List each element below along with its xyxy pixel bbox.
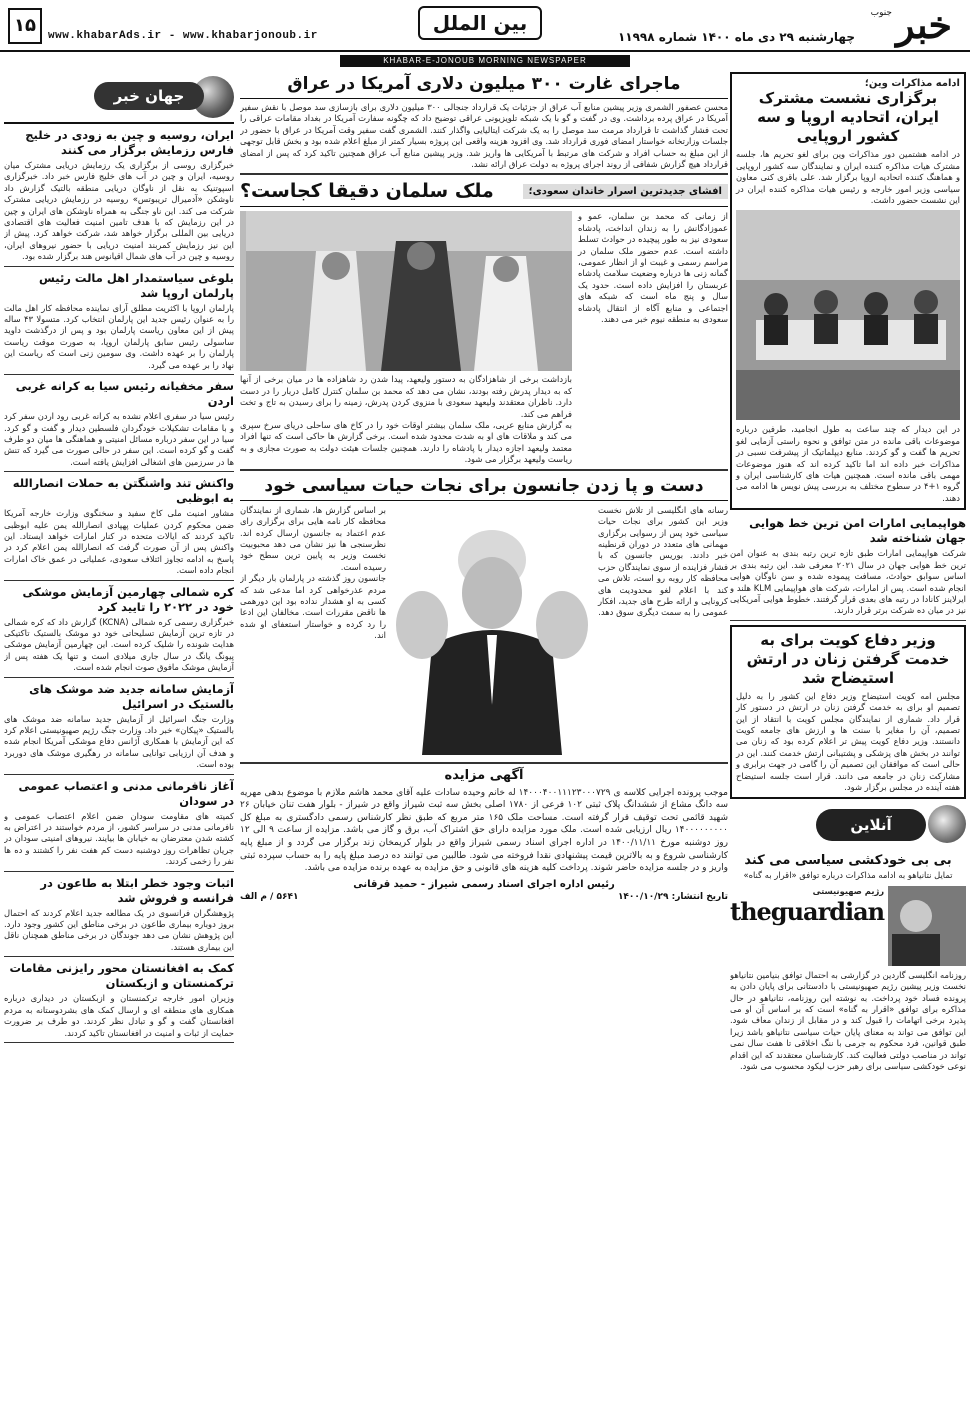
divider xyxy=(4,580,234,581)
story-body-continued: بر اساس گزارش ها، شماری از نمایندگان محافظه کار نامه هایی برای برگزاری رای عدم اعتماد به جانسون ارسال کرده اند. نظرسنجی ها نیز نشان می دهد محبوبیت نخست وزیر به پایین ترین سطح خود رسیده است. xyxy=(240,504,386,572)
emirates-story xyxy=(730,516,966,616)
online-story xyxy=(730,853,966,1072)
johnson-col-1 xyxy=(598,505,728,759)
news-item-body: خبرگزاری روسی از برگزاری یک رزمایش دریایی مشترک میان روسیه، ایران و چین در آب های خلیج فارس خبر داد. خبرگزاری اسپوتنیک به نقل از ناوگان دریایی منطقه بالتیک گزارش داد ناوشکن «آدمیرال تریبوتس» روسیه در رزمایش دریایی مشترک شرکت می کند. این ناو جنگی به همراه ناوشکن های ایران و چین در این رزمایش که با هدف تامین امنیت فعالیت های اقتصادی دریایی بین المللی برگزار خواهد شد، شرکت خواهد کرد. پیش از این نیز رزمایش کمربند امنیت دریایی با حضور نیروهای ایران، روسیه و چین در آب های شمال اقیانوس هند برگزار شده بود. xyxy=(4,160,234,262)
section-title: بین الملل xyxy=(418,6,542,40)
ad-code: ۵۶۴۱ / م الف xyxy=(240,891,299,902)
news-item-body: مشاور امنیت ملی کاخ سفید و سخنگوی وزارت خارجه آمریکا ضمن محکوم کردن عملیات پهپادی انصارالله یمن علیه ابوظبی تاکید کردند که ایالات متحده در کنار امارات خواهد ایستاد. این واکنش پس از آن صورت گرفت که انصارالله یمن اعلام کرد در پاسخ به ادامه تجاوز ائتلاف سعودی، عملیاتی در عمق خاک امارات انجام داده است. xyxy=(4,508,234,576)
ad-body: موجب پرونده اجرایی کلاسه ی ۱۴۰۰۰۴۰۰۱۱۱۲۳۰۰۰۷۲۹ له خانم وحیده سادات علیه آقای محمد هاشم ملازم با موضوع بدهی مهریه سه دانگ مشاع از ششدانگ پلاک ثبتی ۱۰۲ فرعی از ۱۷۸۰ اصلی بخش سه ثبت شیراز واقع در شیراز - بلوار هفت تنان خیابان ۲۶ شهید قائمی تحت توقیف قرار گرفته است. مساحت ملک ۱۶۵ متر مربع که طبق نظر کارشناس رسمی دادگستری به مبلغ کل ۱۴۰۰۰۰۰۰۰۰۰ ریال ارزیابی شده است. ملک مورد مزایده دارای حق اشتراک آب، برق و گاز می باشد. مزایده از ساعت ۹ الی ۱۲ روز دوشنبه مورخ ۱۴۰۰/۱۱/۱۱ در اداره اجرای اسناد رسمی شیراز واقع در بلوار کریمخان زند برگزار می گردد و از مبلغ پایه کارشناسی شروع و به بالاترین قیمت پیشنهادی نقدا فروخته می شود. طالبین می توانند ده درصد مبلغ پایه را به حساب سپرده ثبتی واریز و در جلسه مزایده حاضر شوند. پرداخت کلیه هزینه های قانونی و حق مزایده به عهده برنده مزایده می باشد. xyxy=(240,787,728,874)
divider xyxy=(4,266,234,267)
story-kicker: ادامه مذاکرات وین؛ xyxy=(864,78,960,89)
netanyahu-photo xyxy=(888,886,966,966)
saudi-royals-photo xyxy=(240,211,572,371)
english-name: KHABAR-E-JONOUB MORNING NEWSPAPER xyxy=(340,55,630,67)
world-news-header xyxy=(4,72,234,124)
online-header xyxy=(730,805,966,849)
top-story xyxy=(240,72,728,170)
center-column xyxy=(240,72,728,1418)
divider xyxy=(4,774,234,775)
left-column xyxy=(4,72,234,1418)
news-item-body: وزارت جنگ اسرائیل از آزمایش جدید سامانه ضد موشک های بالستیک «پیکان» خبر داد. وزارت جنگ رژیم صهیونیستی اعلام کرد که این آزمایش با همکاری آژانس دفاع موشکی آمریکا انجام شده و هدف آن ارزیابی توانایی سامانه در رهگیری موشک های دوربرد بوده است. xyxy=(4,713,234,770)
story-headline: برگزاری نشست مشترک ایران، اتحادیه اروپا و سه کشور اروپایی xyxy=(757,89,939,146)
news-item-body: کمیته های مقاومت سودان ضمن اعلام اعتصاب عمومی و نافرمانی مدنی در سراسر کشور، از مردم خواستند در اعتراض به کشته شدن معترضان به خیابان ها بیایند. نیروهای امنیتی سودان در جریان تظاهرات روز دوشنبه دست کم هفت نفر را کشتند و ده ها نفر را زخمی کردند. xyxy=(4,810,234,867)
world-news-list xyxy=(4,128,234,1043)
johnson-col-3 xyxy=(240,505,386,759)
story-body: شرکت هواپیمایی امارات طبق تازه ترین رتبه بندی به عنوان امن ترین خط هوایی جهان در سال ۲۰۲۱ معرفی شد. این رتبه بندی بر اساس سوابق حوادث، مسافت پیموده شده و سن ناوگان هوایی انجام شده است. پس از امارات، شرکت های هواپیمایی KLM هلند و ایرلاینز کانادا در رتبه های بعدی قرار گرفتند. خطوط هوایی آمریکایی نیز در میان ده شرکت برتر قرار دارند. xyxy=(730,548,966,616)
ad-date: تاریخ انتشار: ۱۴۰۰/۱۰/۲۹ xyxy=(617,891,728,902)
site-urls[interactable]: www.khabarAds.ir - www.khabarjonoub.ir xyxy=(48,30,318,42)
news-item-body: پارلمان اروپا با اکثریت مطلق آرای نماینده محافظه کار اهل مالت را به عنوان رئیس جدید این پارلمان انتخاب کرد. متسولا ۴۳ ساله پیش از این معاون ریاست پارلمان بود و پس از درگذشت داوید ساسولی رئیس سابق پارلمان اروپا، به صورت موقت ریاست پارلمان را بر عهده داشت. وی سومین زنی است که ریاست این نهاد را بر عهده می گیرد. xyxy=(4,302,234,370)
news-item-body: وزیران امور خارجه ترکمنستان و ازبکستان در دیداری درباره همکاری های منطقه ای و ارسال کمک های بشردوستانه به مردم افغانستان گفت و گو و تبادل نظر کردند. دو طرف بر ضرورت حمایت از ثبات و امنیت در افغانستان تاکید کردند. xyxy=(4,993,234,1038)
johnson-body xyxy=(240,505,728,759)
masthead xyxy=(0,0,970,52)
right-column xyxy=(730,72,966,1418)
ad-footer xyxy=(240,892,728,902)
story-headline: ملک سلمان دقیقا کجاست؟ xyxy=(240,180,494,203)
saudi-body xyxy=(240,211,728,465)
meeting-photo-illustration xyxy=(736,210,960,420)
divider xyxy=(240,469,728,471)
logo-text: خبر xyxy=(896,2,952,47)
news-item-headline[interactable]: بلوغی سیاستمدار اهل مالت رئیس پارلمان اروپا شد xyxy=(39,270,234,300)
ad-signature: رئیس اداره اجرای اسناد رسمی شیراز - حمید قرقانی xyxy=(353,878,615,890)
johnson-story xyxy=(240,474,728,759)
story-body-extra: به گزارش منابع عربی، ملک سلمان بیشتر اوقات خود را در کاخ های ساحلی دریای سرخ سپری می کند و ملاقات های او به شدت محدود شده است. برخی گزارش ها حاکی است که تنها افراد معتمد ولیعهد اجازه دیدار با پادشاه را دارند. همچنین جلسات هیئت دولت به صورت مجازی و به ریاست ولیعهد برگزار می شود. xyxy=(240,420,572,465)
news-item xyxy=(4,961,234,1043)
saudi-header xyxy=(240,178,728,207)
news-item xyxy=(4,876,234,958)
issue-date: چهارشنبه ۲۹ دی ماه ۱۴۰۰ شماره ۱۱۹۹۸ xyxy=(617,30,855,44)
johnson-photo-col xyxy=(392,505,592,759)
story-body: از زمانی که محمد بن سلمان، عمو و عموزادگانش را به زندان انداخت، پادشاه سعودی نیز به طور پیچیده در حوادث تسلط داشته است. عدم حضور ملک سلمان در مراسم رسمی و غیبت او از انظار عمومی، گمانه زنی ها درباره وضعیت سلامت پادشاه عربستان را افزایش داده است. حدود یک سال و پنج ماه است که شبکه های اجتماعی و منابع آگاه از انتقال پادشاه سعودی به منطقه نیوم خبر می دهند. xyxy=(578,211,728,325)
section-label: جهان خبر xyxy=(94,82,204,110)
story-body: در ادامه هشتمین دور مذاکرات وین برای لغو تحریم ها، جلسه مشترک هیات مذاکره کننده ایران و نمایندگان سه کشور اروپایی و هماهنگ کننده اتحادیه اروپا برگزار شد. علی باقری کنی معاون سیاسی وزیر امور خارجه و رئیس هیات مذاکره کننده ایران در این نشست حضور داشت. xyxy=(736,149,960,206)
news-item-body: خبرگزاری رسمی کره شمالی (KCNA) گزارش داد که کره شمالی در تازه ترین آزمایش تسلیحاتی خود دو موشک بالستیک تاکتیکی هدایت شونده را شلیک کرده است. این چهارمین آزمایش موشکی پیونگ یانگ در سال جاری میلادی است و تنها یک هفته پس از آزمایش موشک مافوق صوت انجام شده است. xyxy=(4,616,234,673)
divider xyxy=(4,471,234,472)
page-number: ۱۵ xyxy=(8,8,42,44)
story-tag: افشای جدیدترین اسرار خاندان سعودی؛ xyxy=(523,184,728,199)
story-headline: بی بی خودکشی سیاسی می کند xyxy=(744,853,952,869)
meeting-photo xyxy=(736,210,960,420)
news-item xyxy=(4,128,234,267)
saudi-col-1 xyxy=(578,211,728,465)
news-item xyxy=(4,379,234,472)
news-item xyxy=(4,476,234,580)
negotiation-story xyxy=(730,72,966,510)
story-body-continued: بازداشت برخی از شاهزادگان به دستور ولیعهد، پیدا شدن رد شاهزاده ها در میان برخی از آنها که به دیدار پدرش رفته بودند، نشان می دهد که محمد بن سلمان کنترل کامل دربار را در دست دارد. ناظران معتقدند ولیعهد سعودی با منزوی کردن پدرش، زمینه را برای رسیدن به تاج و تخت فراهم می کند. xyxy=(240,374,572,419)
news-item-body: پژوهشگران فرانسوی در یک مطالعه جدید اعلام کردند که احتمال بروز دوباره بیماری طاعون در برخی مناطق این کشور وجود دارد. این پژوهش نشان می دهد جوندگان در برخی مناطق همچنان ناقل این بیماری هستند. xyxy=(4,907,234,952)
news-item-headline[interactable]: اثبات وجود خطر ابتلا به طاعون در فرانسه و فروش شد xyxy=(40,875,234,905)
online-label: آنلاین xyxy=(816,809,926,841)
story-body-continued: در این دیدار که چند ساعت به طول انجامید، طرفین درباره موضوعات باقی مانده در متن توافق و نحوه راستی آزمایی لغو تحریم ها گفت و گو کردند. منابع دیپلماتیک از پیشرفت نسبی در مذاکرات خبر داده اند اما تاکید کرده اند که هنوز موضوعات مهمی باقی مانده است. همچنین هیات های کارشناسی ایران و گروه ۱+۴ در سطوح مختلف به بررسی پیش نویس ها ادامه می دهند. xyxy=(736,424,960,503)
divider xyxy=(730,620,966,621)
story-deck: تمایل نتانیاهو به ادامه مذاکرات درباره توافق «اقرار به گناه» xyxy=(743,870,953,881)
news-item xyxy=(4,585,234,678)
story-body: محسن عصفور الشمری وزیر پیشین منابع آب عراق از جزئیات یک قرارداد جنجالی ۳۰۰ میلیون دلاری برای بازسازی سد موصل با نقش سفیر آمریکا در عراق پرده برداشت. وی در گفت و گو با یک شبکه تلویزیونی عراقی توضیح داد که چگونه سفارت آمریکا در بغداد مقامات عراقی را تحت فشار گذاشت تا قرارداد مرمت سد موصل را به یک شرکت ایتالیایی واگذار کنند. الشمری گفت سفیر وقت آمریکا در عراق با حضور در جلسات وزارتخانه خواستار امضای فوری قرارداد شد. وی افزود هزینه واقعی این پروژه بسیار کمتر از مبلغ اعلام شده بود و بخش قابل توجهی از این مبلغ به حساب افراد و شرکت های مرتبط با آمریکایی ها واریز شد. وزیر پیشین منابع آب عراق همچنین تاکید کرد که پس از امضای قرارداد هیچ گزارش شفافی از روند اجرای پروژه به دولت عراق ارائه نشد. xyxy=(240,102,728,170)
johnson-photo xyxy=(392,505,592,755)
news-item xyxy=(4,779,234,872)
story-body: روزنامه انگلیسی گاردین در گزارشی به احتمال توافق بنیامین نتانیاهو نخست وزیر پیشین رژیم صهیونیستی با دادستانی برای پایان دادن به پرونده فساد خود پرداخت. به نوشته این روزنامه، نتانیاهو در حال مذاکره برای توافق «اقرار به گناه» است که بر اساس آن او می پذیرد برخی اتهامات را قبول کند و در مقابل از زندان معاف شود. این توافق می تواند به معنای پایان حیات سیاسی نتانیاهو باشد زیرا طبق قوانین، فرد محکوم به جرمی با ننگ اخلاقی تا هفت سال نمی تواند در مناصب دولتی فعالیت کند. کارشناسان معتقدند که این اقدام نوعی خودکشی سیاسی برای رهبر حزب لیکود محسوب می شود. xyxy=(730,969,966,1072)
news-item-headline[interactable]: کره شمالی چهارمین آزمایش موشکی خود در ۲۰۲۲ را تایید کرد xyxy=(22,584,234,614)
news-item-headline[interactable]: سفر مخفیانه رئیس سیا به کرانه غربی اردن xyxy=(15,379,234,409)
divider xyxy=(4,956,234,957)
news-item xyxy=(4,682,234,775)
saudi-story xyxy=(240,178,728,465)
divider xyxy=(4,1042,234,1043)
story-headline: ماجرای غارت ۳۰۰ میلیون دلاری آمریکا در عراق xyxy=(240,72,728,99)
story-body-extra: جانسون روز گذشته در پارلمان بار دیگر از مردم عذرخواهی کرد اما مدعی شد که کسی به او هشدار نداده بود این دورهمی ها ناقض مقررات است. مخالفان این ادعا را رد کرده و خواستار استعفای او شده اند. xyxy=(240,573,386,641)
logo-subtitle: جنوب xyxy=(870,8,892,18)
story-body: رسانه های انگلیسی از تلاش نخست وزیر این کشور برای نجات حیات سیاسی خود پس از رسوایی برگزاری مهمانی های متعدد در دوران قرنطینه خبر دادند. بوریس جانسون که با فشار فزاینده از سوی نمایندگان حزب محافظه کار روبه رو است، تلاش می کند با اعلام لغو محدودیت های کرونایی و ارائه طرح های جدید، افکار عمومی را به سمت دیگری سوق دهد. xyxy=(598,504,728,618)
royals-illustration xyxy=(246,211,572,371)
portrait-illustration xyxy=(888,886,966,966)
photo-caption: رژیم صهیونیستی xyxy=(812,885,885,896)
divider xyxy=(4,677,234,678)
divider xyxy=(4,374,234,375)
saudi-col-2 xyxy=(240,211,572,465)
divider xyxy=(240,173,728,175)
online-globe-icon xyxy=(928,805,966,843)
divider xyxy=(4,871,234,872)
guardian-block xyxy=(730,886,884,966)
newspaper-logo xyxy=(860,2,960,48)
online-media xyxy=(730,886,966,966)
news-item-headline[interactable]: ایران، روسیه و چین به زودی در خلیج فارس رزمایش برگزار می کنند xyxy=(25,128,234,157)
news-item-headline[interactable]: کمک به افغانستان محور رایزنی مقامات ترکمنستان و ازبکستان xyxy=(9,961,234,991)
kuwait-story xyxy=(730,625,966,800)
ad-title: آگهی مزایده xyxy=(444,767,524,783)
story-body: مجلس امه کویت استیضاح وزیر دفاع این کشور را به دلیل تصمیم او برای به خدمت گرفتن زنان در ارتش در دستور کار قرار داد. شماری از نمایندگان مجلس کویت با انتقاد از این تصمیم، آن را مغایر با سنت ها و ارزش های جامعه کویت دانستند. وزیر دفاع کویت پیش تر اعلام کرده بود که زنان می توانند در بخش های پزشکی و پشتیبانی ارتش خدمت کنند. این در حالی است که موافقان این تصمیم آن را گامی در جهت برابری و مشارکت زنان در جامعه می دانند. قرار است جلسه استیضاح هفته آینده در مجلس برگزار شود. xyxy=(736,690,960,792)
news-item-headline[interactable]: آزمایش سامانه جدید ضد موشک های بالستیک در اسرائیل xyxy=(29,681,234,711)
guardian-logo: theguardian xyxy=(730,897,885,927)
story-headline: دست و پا زدن جانسون برای نجات حیات سیاسی خود xyxy=(240,474,728,501)
news-item xyxy=(4,271,234,375)
news-item-headline[interactable]: آغاز نافرمانی مدنی و اعتصاب عمومی در سودان xyxy=(18,778,234,808)
story-headline: وزیر دفاع کویت برای به خدمت گرفتن زنان در ارتش استیضاح شد xyxy=(746,630,950,687)
auction-ad xyxy=(240,768,728,902)
divider xyxy=(240,762,728,764)
news-item-headline[interactable]: واکنش تند واشنگتن به حملات انصارالله به ابوظبی xyxy=(12,476,234,506)
news-item-body: رئیس سیا در سفری اعلام نشده به کرانه غربی رود اردن سفر کرد و با مقامات تشکیلات خودگردان فلسطین دیدار و گفت و گو کرد. سیا در این سفر درباره مسائل امنیتی و هماهنگی ها میان دو طرف گفت و گو کرده است. این سفر در حالی صورت می گیرد که تنش ها در سرزمین های اشغالی افزایش یافته است. xyxy=(4,411,234,467)
story-headline: هواپیمایی امارات امن ترین خط هوایی جهان شناخته شد xyxy=(749,516,966,546)
